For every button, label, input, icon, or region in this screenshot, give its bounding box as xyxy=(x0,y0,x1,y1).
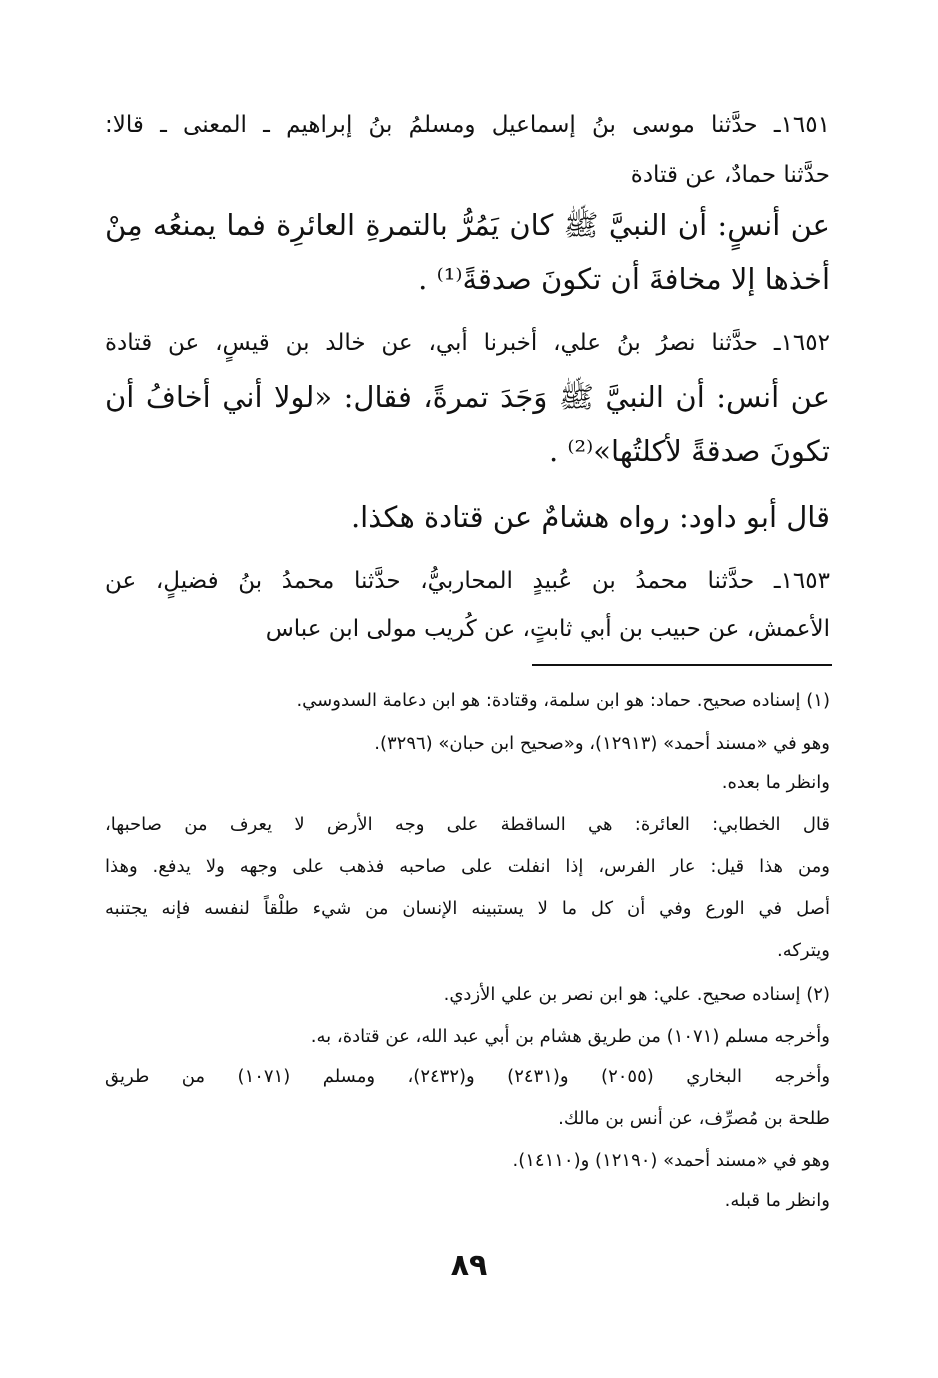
hadith-1651-matn-line-2: أخذها إلا مخافةَ أن تكونَ صدقةً⁽¹⁾ . xyxy=(418,262,830,296)
footnote-1-line-2: وهو في «مسند أحمد» (١٢٩١٣)، و«صحيح ابن حبان» (٣٢٩٦). xyxy=(374,733,830,754)
hadith-1652-matn-line-1: عن أنس: أن النبيَّ ﷺ وَجَدَ تمرةً، فقال: «لولا أني أخافُ أن xyxy=(105,380,830,414)
footnote-2-line-2: وأخرجه مسلم (١٠٧١) من طريق هشام بن أبي عبد الله، عن قتادة، به. xyxy=(310,1026,830,1047)
footnote-1-line-5: ومن هذا قيل: عار الفرس، إذا انفلت على صاحبه فذهب على وجهه ولا يدفع. وهذا xyxy=(105,856,830,877)
footnote-2-line-4: طلحة بن مُصرِّف، عن أنس بن مالك. xyxy=(558,1108,830,1129)
page-number: ٨٩ xyxy=(450,1248,488,1283)
footnote-2-line-1: (٢) إسناده صحيح. علي: هو ابن نصر بن علي الأزدي. xyxy=(443,984,830,1005)
footnote-1-line-7: ويتركه. xyxy=(776,940,830,961)
abu-dawud-comment: قال أبو داود: رواه هشامٌ عن قتادة هكذا. xyxy=(350,500,830,534)
hadith-1651-chain-line-1: ١٦٥١ـ حدَّثنا موسى بنُ إسماعيل ومسلمُ بنُ إبراهيم ـ المعنى ـ قالا: xyxy=(105,112,830,138)
hadith-1652-matn-line-2: تكونَ صدقةً لأكلتُها»⁽²⁾ . xyxy=(548,434,830,468)
footnote-2-line-3: وأخرجه البخاري (٢٠٥٥) و(٢٤٣١) و(٢٤٣٢)، ومسلم (١٠٧١) من طريق xyxy=(105,1066,831,1087)
footnote-1-line-6: أصل في الورع وفي أن كل ما لا يستبينه الإنسان من شيء طلْقاً لنفسه فإنه يجتنبه xyxy=(105,898,830,919)
hadith-1653-chain-line-1: ١٦٥٣ـ حدَّثنا محمدُ بن عُبيدٍ المحاربيُّ، حدَّثنا محمدُ بنُ فضيلٍ، عن xyxy=(105,568,830,594)
footnote-separator xyxy=(532,664,832,666)
footnote-1-line-4: قال الخطابي: العائرة: هي الساقطة على وجه الأرض لا يعرف من صاحبها، xyxy=(105,814,830,835)
hadith-1653-chain-line-2: الأعمش، عن حبيب بن أبي ثابتٍ، عن كُريب مولى ابن عباس xyxy=(265,616,830,642)
footnote-1-line-1: (١) إسناده صحيح. حماد: هو ابن سلمة، وقتادة: هو ابن دعامة السدوسي. xyxy=(296,690,830,711)
footnote-1-line-3: وانظر ما بعده. xyxy=(721,772,830,793)
hadith-1651-chain-line-2: حدَّثنا حمادٌ، عن قتادة xyxy=(630,162,830,188)
footnote-2-line-6: وانظر ما قبله. xyxy=(724,1190,830,1211)
hadith-1651-matn-line-1: عن أنسٍ: أن النبيَّ ﷺ كان يَمُرُّ بالتمرةِ العائرِة فما يمنعُه مِنْ xyxy=(105,208,830,242)
footnote-2-line-5: وهو في «مسند أحمد» (١٢١٩٠) و(١٤١١٠). xyxy=(512,1150,830,1171)
hadith-1652-chain-line-1: ١٦٥٢ـ حدَّثنا نصرُ بنُ علي، أخبرنا أبي، عن خالد بن قيسٍ، عن قتادة xyxy=(105,330,830,356)
